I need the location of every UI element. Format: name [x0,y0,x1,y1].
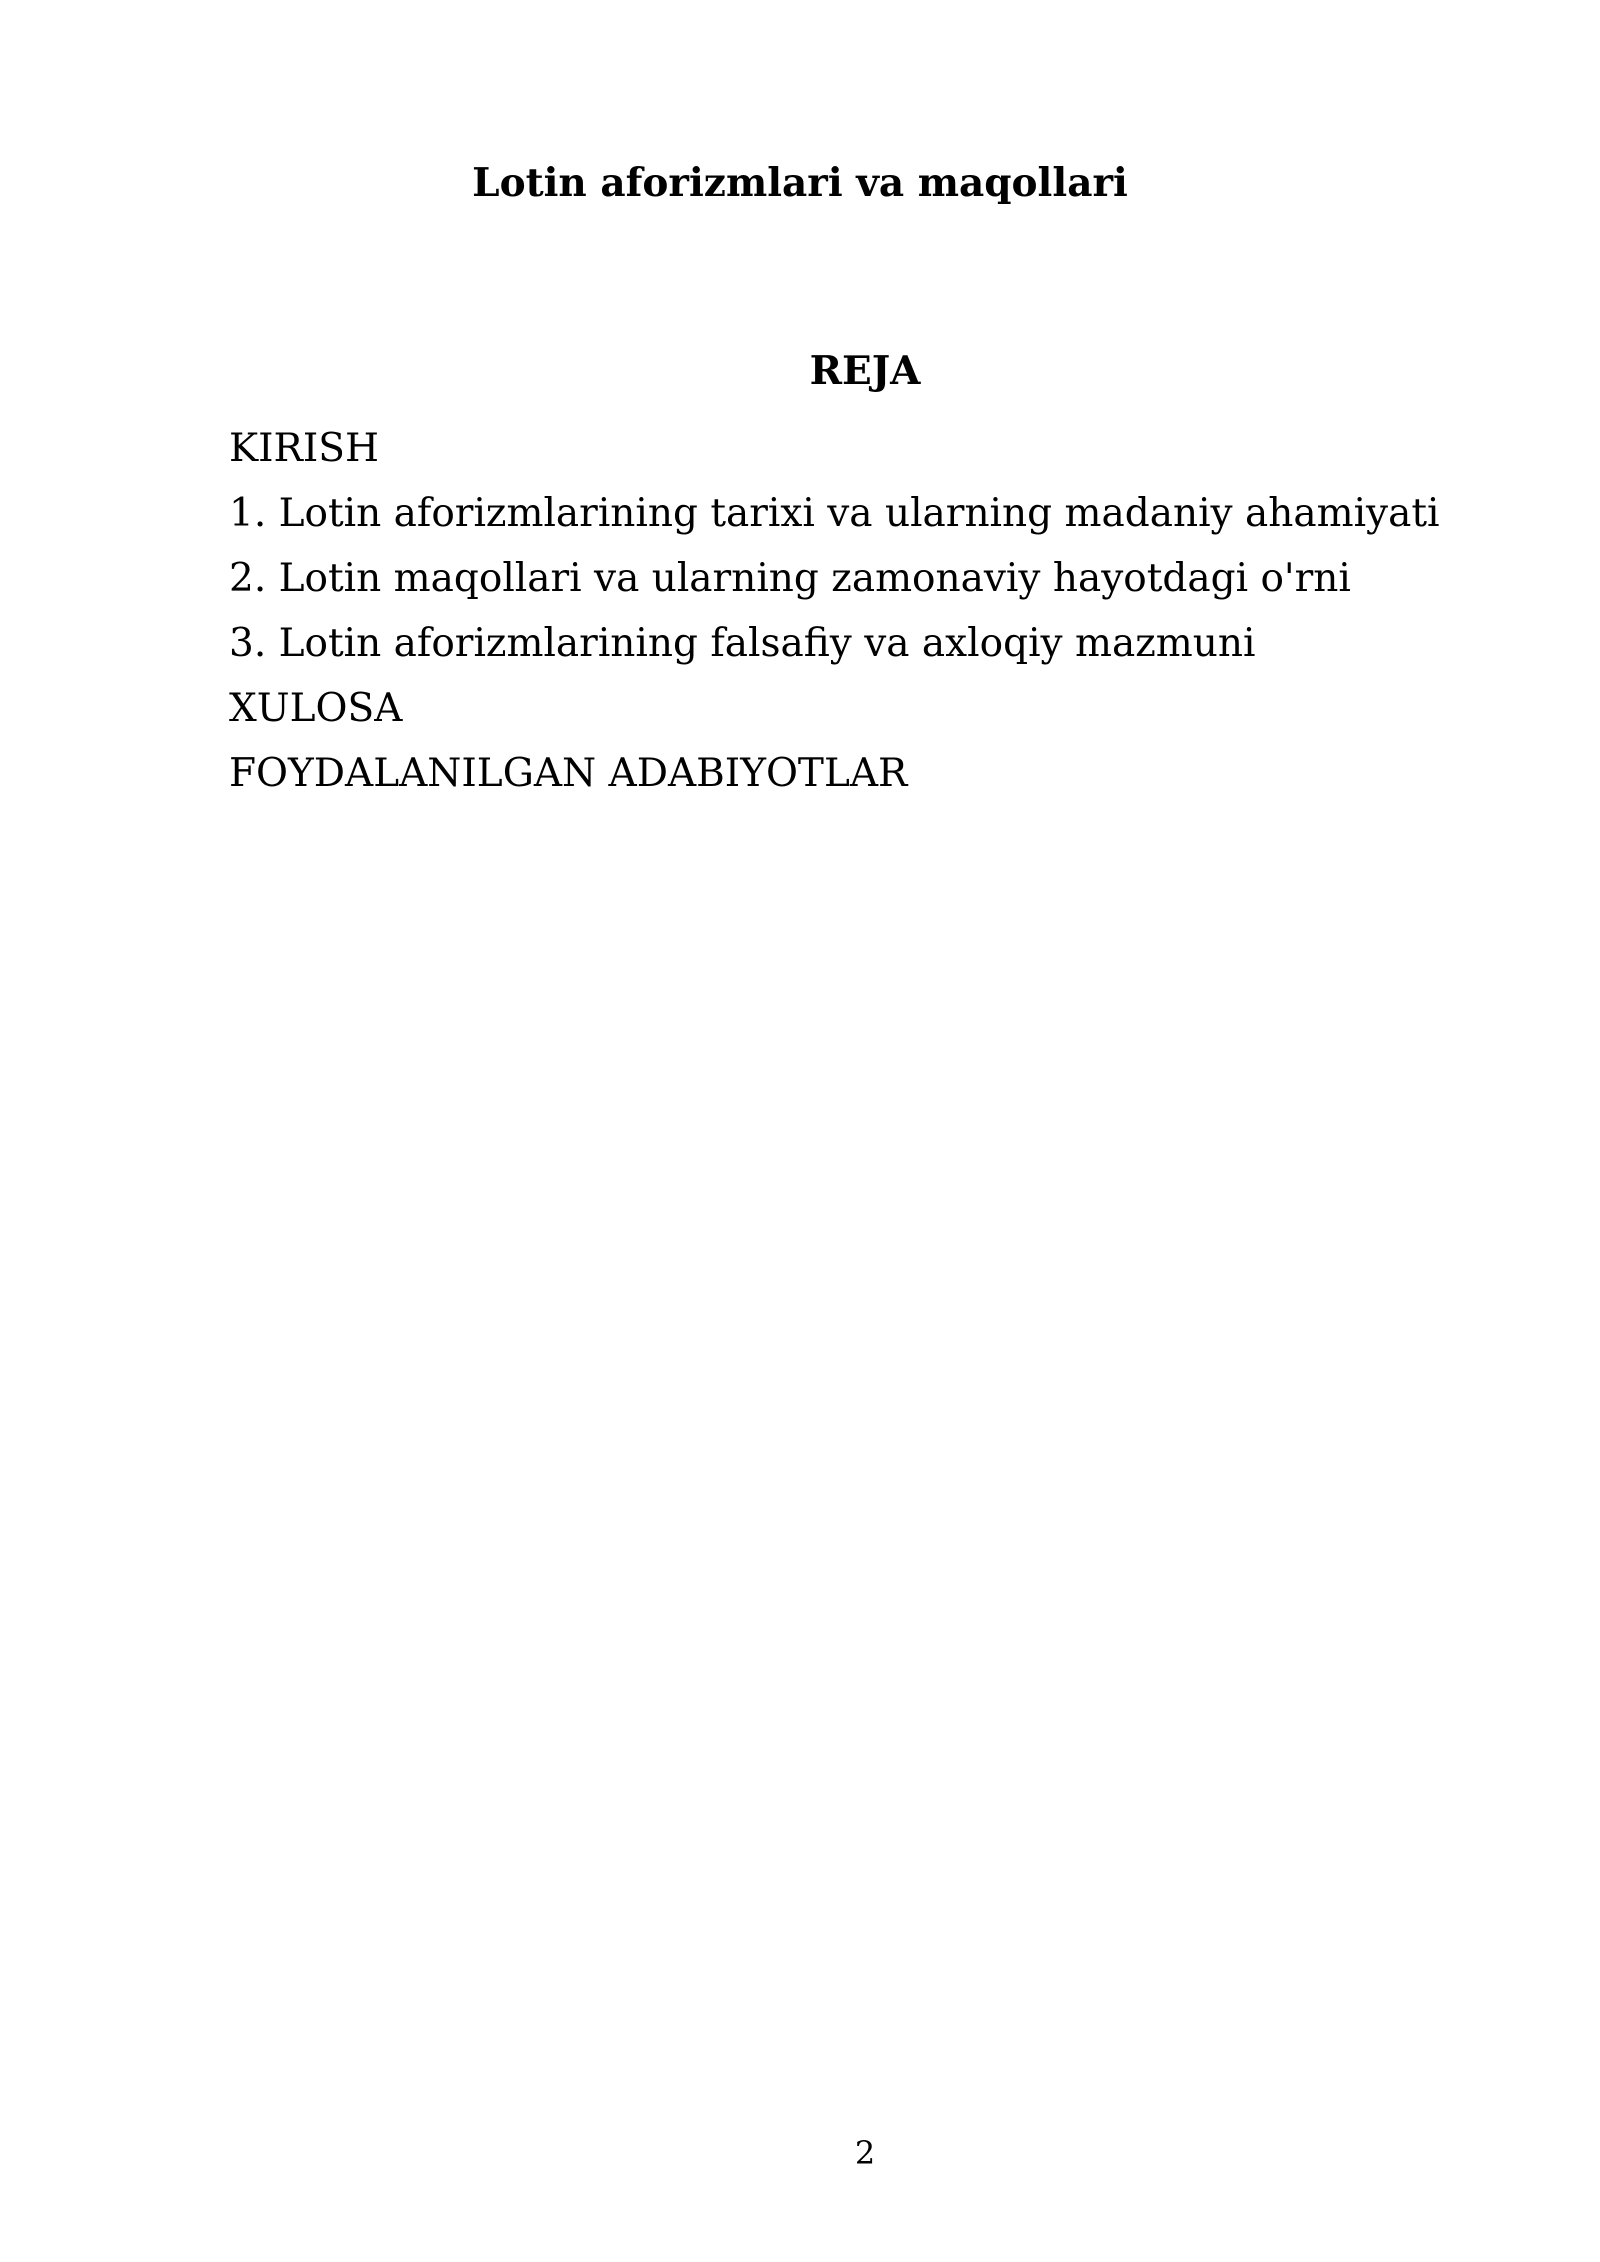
plan-item-2: 2. Lotin maqollari va ularning zamonaviy hayotdagi o'rni [229,556,1351,601]
document-title: Lotin aforizmlari va maqollari [472,160,1128,206]
plan-item-3: 3. Lotin aforizmlarining falsafiy va axloqiy mazmuni [229,621,1256,666]
plan-item-references: FOYDALANILGAN ADABIYOTLAR [229,751,908,796]
plan-heading: REJA [809,348,921,394]
plan-item-1: 1. Lotin aforizmlarining tarixi va ularning madaniy ahamiyati [229,491,1440,536]
plan-item-introduction: KIRISH [229,426,380,471]
plan-item-conclusion: XULOSA [229,686,403,731]
page-number: 2 [854,2134,876,2172]
plan-list [229,416,1529,806]
